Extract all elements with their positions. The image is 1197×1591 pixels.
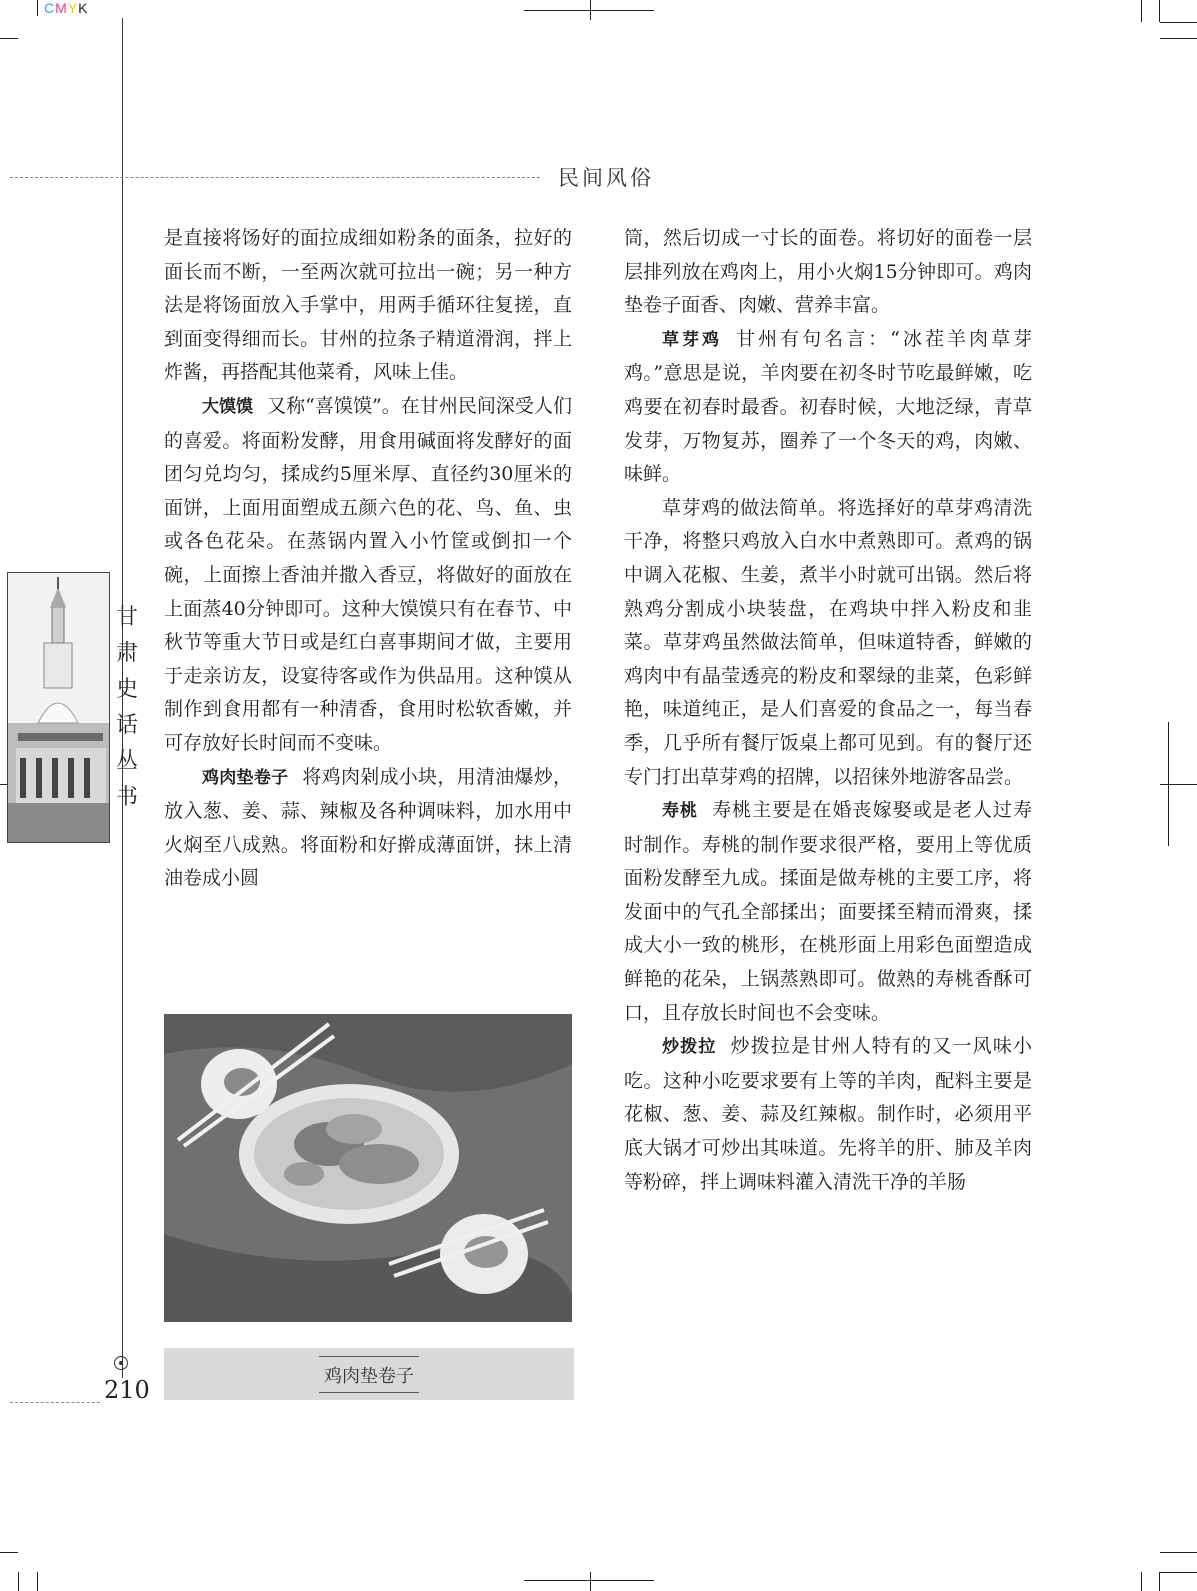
paragraph-damomo-text: 又称“喜馍馍”。在甘州民间深受人们的喜爱。将面粉发酵，用食用碱面将发酵好的面团匀兑均匀，揉成约5厘米厚、直径约30厘米的面饼，上面用面塑成五颜六色的花、鸟、鱼、虫或各色花朵。在蒸锅内置入小竹筐或倒扣一个碗，上面擦上香油并撒入香豆，将做好的面放在上面蒸40分钟即可。这种大馍馍只有在春节、中秋节等重大节日或是红白喜事期间才做，主要用于走亲访友，设宴待客或作为供品用。这种馍从制作到食用都有一种清香，食用时松软香嫩，并可存放好长时间而不变味。 xyxy=(164,394,572,754)
series-char: 肃 xyxy=(115,641,138,666)
cmyk-c: C xyxy=(44,0,56,16)
paragraph-damomo xyxy=(164,390,572,761)
series-char: 甘 xyxy=(115,605,138,630)
paragraph-jirou-dianjuanzi xyxy=(164,761,572,896)
paragraph-shoutao-text: 寿桃主要是在婚丧嫁娶或是老人过寿时制作。寿桃的制作要求很严格，要用上等优质面粉发酵至九成。揉面是做寿桃的主要工序，将发面中的气孔全部揉出；面要揉至精而滑爽，揉成大小一致的桃形，在桃形面上用彩色面塑造成鲜艳的花朵，上锅蒸熟即可。做熟的寿桃香酥可口，且存放长时间也不会变味。 xyxy=(624,799,1032,1024)
caption-rule-bottom xyxy=(319,1392,419,1393)
series-char: 丛 xyxy=(115,749,138,774)
pagoda-thumbnail xyxy=(7,572,110,843)
page-marker-icon xyxy=(114,1356,128,1370)
photo-caption: 鸡肉垫卷子 xyxy=(324,1366,414,1387)
cmyk-color-bar xyxy=(44,0,88,16)
paragraph-jirou-cont: 筒，然后切成一寸长的面卷。将切好的面卷一层层排列放在鸡肉上，用小火焖15分钟即可。鸡肉垫卷子面香、肉嫩、营养丰富。 xyxy=(624,227,1032,317)
paragraph-caoyaji xyxy=(624,323,1032,492)
keyword-chaobola: 炒拨拉 xyxy=(662,1037,717,1058)
paragraph-chaobola-text: 炒拨拉是甘州人特有的又一风味小吃。这种小吃要求要有上等的羊肉，配料主要是花椒、葱、姜、蒜及红辣椒。制作时，必须用平底大锅才可炒出其味道。先将羊的肝、肺及羊肉等粉碎，拌上调味料灌入清洗干净的羊肠 xyxy=(624,1035,1032,1193)
right-column xyxy=(624,222,1032,1199)
series-char: 话 xyxy=(115,713,138,738)
paragraph-caoyaji-method: 草芽鸡的做法简单。将选择好的草芽鸡清洗干净，将整只鸡放入白水中煮熟即可。煮鸡的锅中调入花椒、生姜，煮半小时就可出锅。然后将熟鸡分割成小块装盘，在鸡块中拌入粉皮和韭菜。草芽鸡虽然做法简单，但味道特香，鲜嫩的鸡肉中有晶莹透亮的粉皮和翠绿的韭菜，色彩鲜艳，味道纯正，是人们喜爱的食品之一，每当春季，几乎所有餐厅饭桌上都可见到。有的餐厅还专门打出草芽鸡的招牌，以招徕外地游客品尝。 xyxy=(624,496,1032,788)
paragraph-lazhaozi-cont: 是直接将饧好的面拉成细如粉条的面条，拉好的面长而不断，一至两次就可拉出一碗；另一种方法是将饧面放入手掌中，用两手循环往复搓，直到面变得细而长。甘州的拉条子精道滑润，拌上炸酱，再搭配其他菜肴，风味上佳。 xyxy=(164,227,572,384)
photo-caption-box xyxy=(164,1348,574,1400)
cmyk-m: M xyxy=(55,0,68,16)
cmyk-y: Y xyxy=(67,0,79,16)
caption-rule-top xyxy=(319,1356,419,1357)
keyword-shoutao: 寿桃 xyxy=(662,801,699,822)
left-column xyxy=(164,222,572,896)
cmyk-k: K xyxy=(78,0,89,16)
paragraph-shoutao xyxy=(624,794,1032,1030)
keyword-caoyaji: 草芽鸡 xyxy=(662,329,723,350)
footer-dashed-rule xyxy=(10,1402,100,1403)
paragraph-caoyaji-text: 甘州有句名言：“冰茬羊肉草芽鸡。”意思是说，羊肉要在初冬时节吃最鲜嫩，吃鸡要在初春时最香。初春时候，大地泛绿，青草发芽，万物复苏，圈养了一个冬天的鸡，肉嫩、味鲜。 xyxy=(624,327,1033,486)
paragraph-chaobola xyxy=(624,1030,1032,1199)
series-char: 书 xyxy=(115,785,138,810)
keyword-jirou-dianjuanzi: 鸡肉垫卷子 xyxy=(202,767,289,788)
series-char: 史 xyxy=(115,677,138,702)
header-dashed-rule xyxy=(10,177,540,178)
series-title-vertical xyxy=(112,600,142,816)
section-title: 民间风俗 xyxy=(558,166,654,190)
page-number: 210 xyxy=(104,1376,150,1404)
paragraph-jirou-dianjuanzi-text: 将鸡肉剁成小块，用清油爆炒，放入葱、姜、蒜、辣椒及各种调味料，加水用中火焖至八成熟。将面粉和好擀成薄面饼，抹上清油卷成小圆 xyxy=(164,765,572,890)
food-photo xyxy=(164,1014,572,1322)
keyword-damomo: 大馍馍 xyxy=(202,396,254,417)
